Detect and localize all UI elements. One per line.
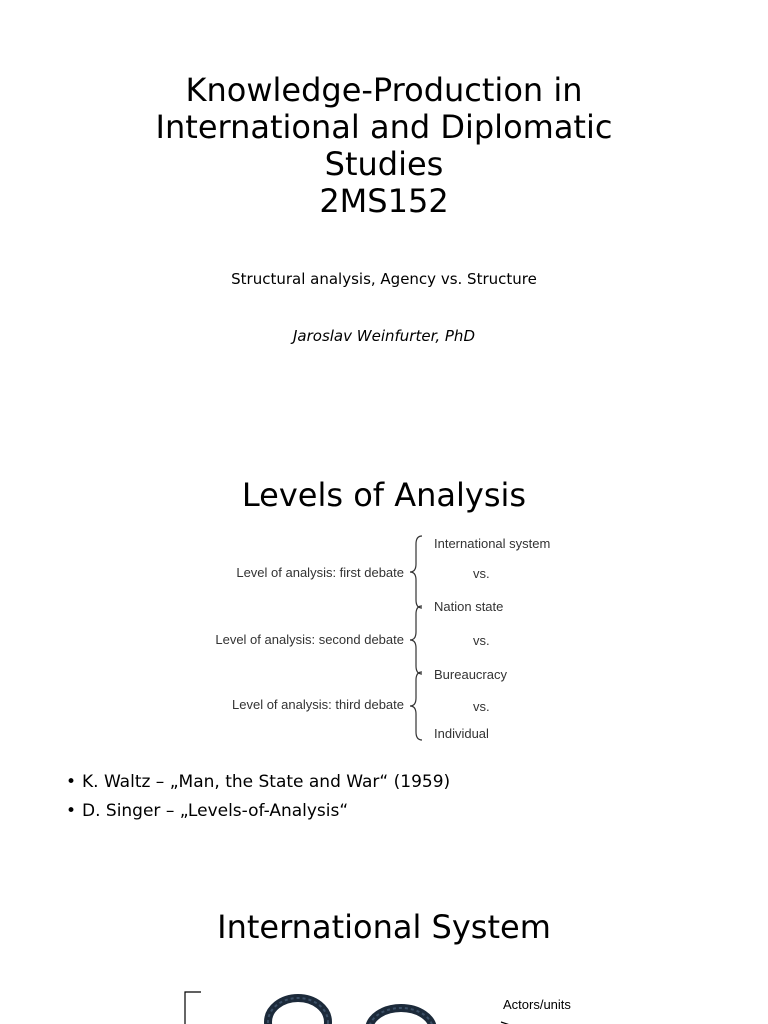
versus-2: vs. — [473, 633, 490, 648]
level-bureaucracy: Bureaucracy — [434, 667, 507, 682]
slide-title-page — [0, 0, 768, 432]
international-system-diagram — [175, 982, 595, 1024]
level-international-system: International system — [434, 536, 551, 551]
presentation-subtitle: Structural analysis, Agency vs. Structure — [231, 270, 537, 288]
levels-of-analysis-diagram — [190, 532, 580, 746]
title-line-2: International and Diplomatic — [155, 108, 613, 146]
course-code: 2MS152 — [319, 182, 449, 220]
actor-ring-icon — [268, 998, 328, 1024]
brace-third — [410, 672, 422, 740]
slide-heading: International System — [217, 908, 551, 946]
brace-first — [410, 536, 422, 608]
debate-label-second: Level of analysis: second debate — [215, 632, 404, 647]
debate-label-first: Level of analysis: first debate — [236, 565, 404, 580]
versus-3: vs. — [473, 699, 490, 714]
slide-levels-of-analysis — [0, 432, 768, 864]
title-line-3: Studies — [324, 145, 444, 183]
author-name: Jaroslav Weinfurter, PhD — [292, 327, 475, 345]
brace-group — [410, 536, 422, 740]
debate-label-third: Level of analysis: third debate — [232, 697, 404, 712]
actor-ring-icon — [369, 1008, 433, 1024]
presentation-title — [60, 72, 708, 220]
slide-heading: Levels of Analysis — [241, 476, 527, 514]
reference-list — [66, 768, 450, 826]
versus-1: vs. — [473, 566, 490, 581]
brace-second — [410, 606, 422, 674]
level-nation-state: Nation state — [434, 599, 504, 614]
reference-item-waltz: • K. Waltz – „Man, the State and War“ (1959) — [66, 768, 450, 797]
slide-international-system — [0, 864, 768, 1024]
level-individual: Individual — [434, 726, 489, 741]
actors-units-label: Actors/units — [503, 997, 571, 1012]
system-bracket — [185, 992, 201, 1024]
title-line-1: Knowledge-Production in — [185, 71, 583, 109]
reference-item-singer: • D. Singer – „Levels-of-Analysis“ — [66, 797, 450, 826]
